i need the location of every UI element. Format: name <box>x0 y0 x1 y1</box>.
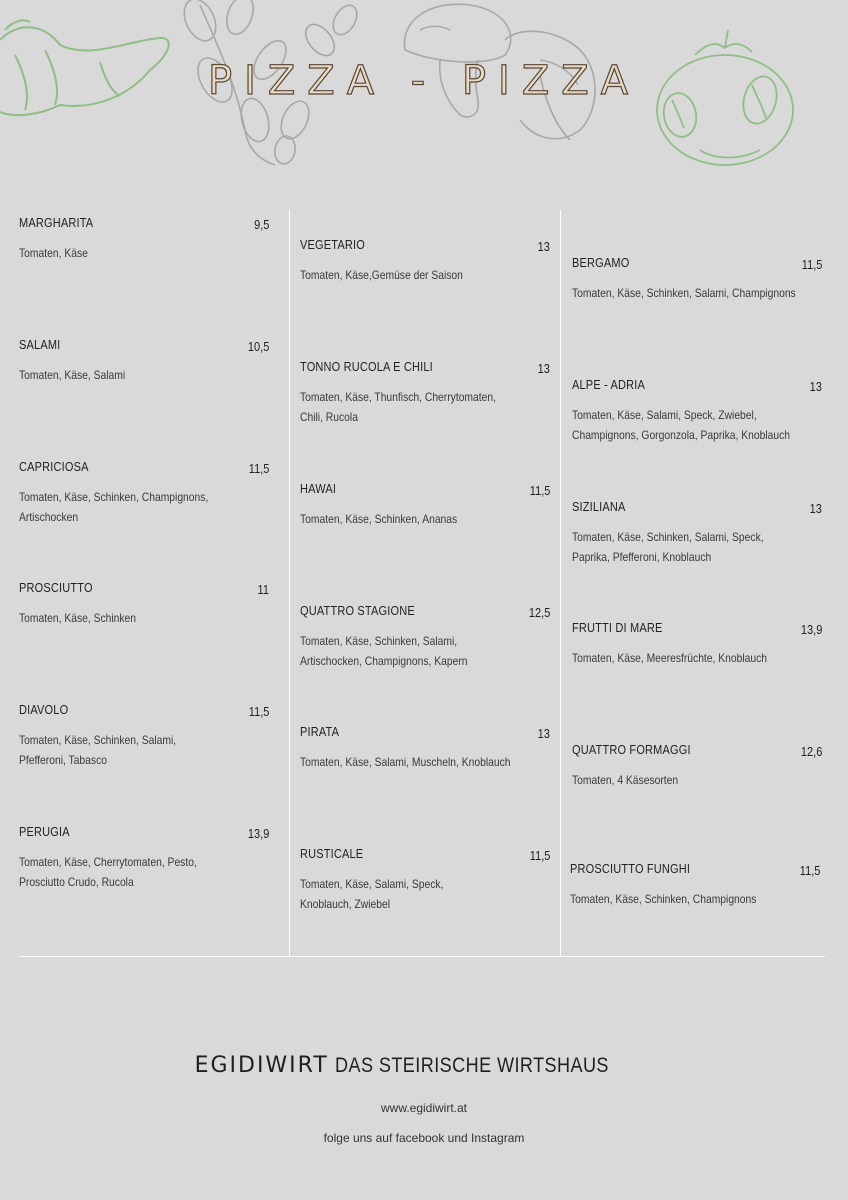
item-price: 12,5 <box>528 606 550 620</box>
social-follow-text: folge uns auf facebook und Instagram <box>323 1131 525 1145</box>
brand-name: EGIDIWIRT <box>194 1053 329 1078</box>
item-description: Tomaten, Käse, Schinken, Champignons, Artischocken <box>19 490 209 524</box>
item-name: BERGAMO <box>572 256 630 270</box>
item-name: RUSTICALE <box>300 847 364 861</box>
item-price: 9,5 <box>253 218 269 232</box>
item-description: Tomaten, Käse,Gemüse der Saison <box>300 268 463 282</box>
item-price: 11 <box>257 583 269 597</box>
item-name: FRUTTI DI MARE <box>572 621 663 635</box>
item-name: VEGETARIO <box>300 238 365 252</box>
item-name: QUATTRO STAGIONE <box>300 604 415 618</box>
item-price: 13 <box>537 362 550 376</box>
item-description: Tomaten, Käse, Schinken, Salami, Champignons <box>572 286 796 300</box>
item-name: CAPRICIOSA <box>19 460 89 474</box>
item-name: DIAVOLO <box>19 703 69 717</box>
item-price: 11,5 <box>529 849 550 863</box>
item-name: ALPE - ADRIA <box>572 378 646 392</box>
item-name: MARGHARITA <box>19 216 94 230</box>
bottom-divider <box>19 956 825 957</box>
item-name: PIRATA <box>300 725 340 739</box>
item-name: PERUGIA <box>19 825 70 839</box>
item-price: 11,5 <box>248 705 269 719</box>
item-description: Tomaten, Käse, Schinken, Salami, Artischocken, Champignons, Kapern <box>300 634 468 668</box>
column-divider-2 <box>560 210 561 956</box>
item-name: TONNO RUCOLA E CHILI <box>300 360 433 374</box>
column-divider-1 <box>289 210 290 956</box>
item-price: 11,5 <box>248 462 269 476</box>
item-description: Tomaten, Käse, Schinken <box>19 611 137 625</box>
item-price: 13 <box>809 380 822 394</box>
item-name: SIZILIANA <box>572 500 626 514</box>
item-description: Tomaten, Käse, Salami, Muscheln, Knoblauch <box>300 755 511 769</box>
item-price: 13 <box>537 727 550 741</box>
item-description: Tomaten, Käse <box>19 246 88 260</box>
footer-brand <box>0 1052 848 1078</box>
item-description: Tomaten, Käse, Schinken, Salami, Pfefferoni, Tabasco <box>19 733 177 767</box>
menu-title: PIZZA - PIZZA <box>207 58 641 104</box>
item-description: Tomaten, Käse, Meeresfrüchte, Knoblauch <box>572 651 768 665</box>
website-link[interactable]: www.egidiwirt.at <box>380 1101 468 1115</box>
item-name: QUATTRO FORMAGGI <box>572 743 691 757</box>
item-price: 11,5 <box>529 484 550 498</box>
item-description: Tomaten, Käse, Thunfisch, Cherrytomaten, Chili, Rucola <box>300 390 496 424</box>
item-price: 13 <box>809 502 822 516</box>
item-price: 13,9 <box>800 623 822 637</box>
item-description: Tomaten, 4 Käsesorten <box>572 773 679 787</box>
item-description: Tomaten, Käse, Salami, Speck, Zwiebel, Champignons, Gorgonzola, Paprika, Knoblauch <box>572 408 791 442</box>
item-price: 10,5 <box>247 340 269 354</box>
item-price: 13 <box>537 240 550 254</box>
item-name: PROSCIUTTO <box>19 581 93 595</box>
item-price: 13,9 <box>247 827 269 841</box>
item-description: Tomaten, Käse, Schinken, Ananas <box>300 512 458 526</box>
item-price: 11,5 <box>801 258 822 272</box>
item-description: Tomaten, Käse, Schinken, Salami, Speck, Paprika, Pfefferoni, Knoblauch <box>572 530 764 564</box>
item-description: Tomaten, Käse, Salami <box>19 368 126 382</box>
item-price: 12,6 <box>800 745 822 759</box>
item-description: Tomaten, Käse, Cherrytomaten, Pesto, Prosciutto Crudo, Rucola <box>19 855 197 889</box>
item-name: HAWAI <box>300 482 337 496</box>
item-name: PROSCIUTTO FUNGHI <box>570 862 691 876</box>
item-description: Tomaten, Käse, Salami, Speck, Knoblauch, Zwiebel <box>300 877 444 911</box>
item-description: Tomaten, Käse, Schinken, Champignons <box>570 892 757 906</box>
item-price: 11,5 <box>799 864 820 878</box>
brand-tagline: DAS STEIRISCHE WIRTSHAUS <box>334 1054 609 1077</box>
item-name: SALAMI <box>19 338 61 352</box>
